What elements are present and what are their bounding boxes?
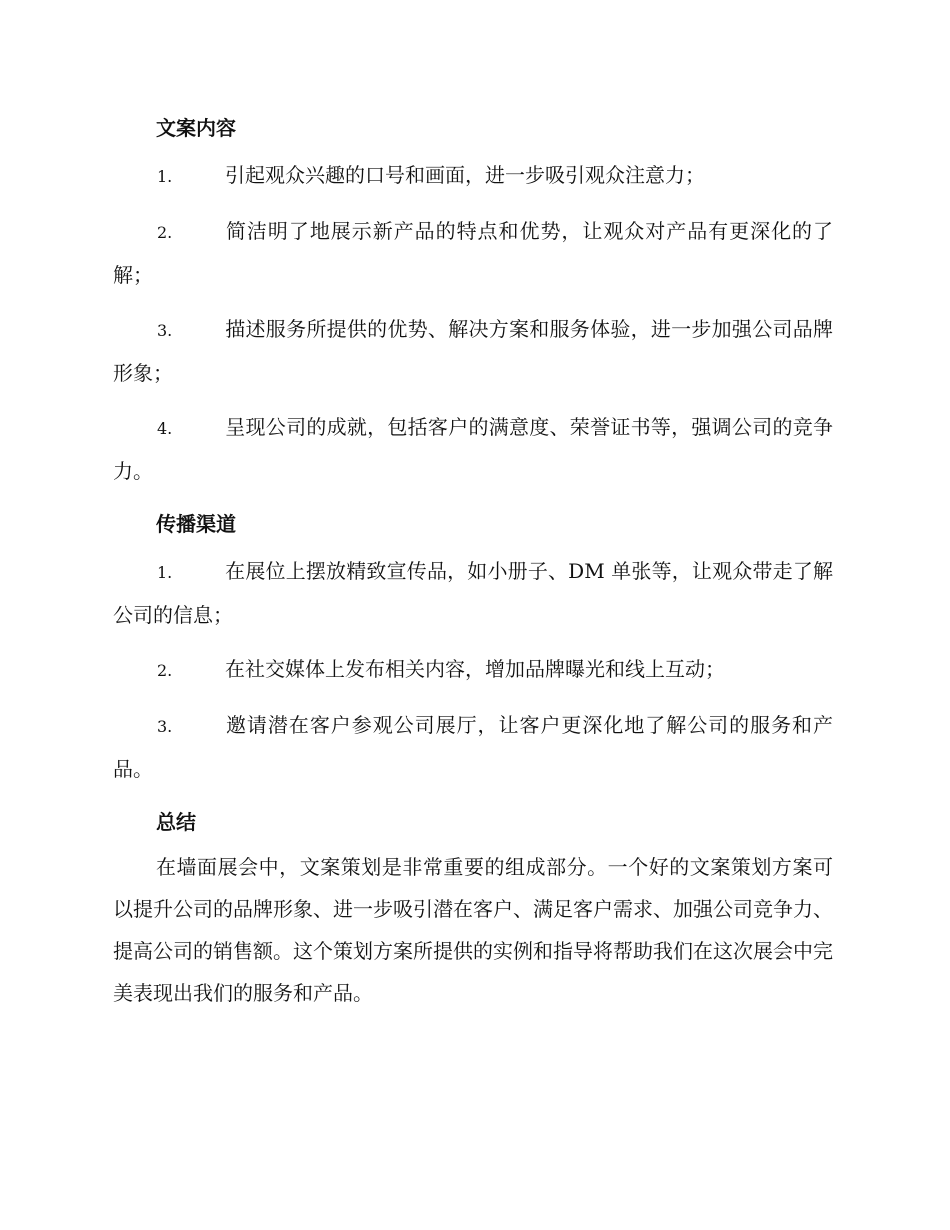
item-text: 在社交媒体上发布相关内容，增加品牌曝光和线上互动； (225, 657, 725, 681)
section-heading-channels: 传播渠道 (156, 512, 236, 536)
content-list (113, 154, 833, 492)
section-heading-content: 文案内容 (156, 116, 236, 140)
list-item (113, 308, 833, 394)
list-item (113, 154, 833, 198)
document-page (113, 108, 833, 1014)
item-number: 2. (157, 661, 173, 680)
item-text: 在展位上摆放精致宣传品，如小册子、DM 单张等，让观众带走了解公司的信息； (113, 559, 833, 627)
item-number: 1. (157, 563, 173, 582)
item-number: 1. (157, 167, 173, 186)
item-number: 2. (157, 223, 173, 242)
channels-list (113, 550, 833, 790)
list-item (113, 704, 833, 790)
item-text: 引起观众兴趣的口号和画面，进一步吸引观众注意力； (225, 163, 705, 187)
item-text: 描述服务所提供的优势、解决方案和服务体验，进一步加强公司品牌形象； (113, 317, 833, 385)
item-text: 邀请潜在客户参观公司展厅，让客户更深化地了解公司的服务和产品。 (113, 713, 833, 781)
item-number: 3. (157, 321, 173, 340)
list-item (113, 550, 833, 636)
item-number: 4. (157, 419, 173, 438)
list-item (113, 210, 833, 296)
item-text: 简洁明了地展示新产品的特点和优势，让观众对产品有更深化的了解； (113, 219, 833, 287)
list-item (113, 648, 833, 692)
item-text: 呈现公司的成就，包括客户的满意度、荣誉证书等，强调公司的竞争力。 (113, 415, 833, 483)
section-heading-summary: 总结 (156, 810, 196, 834)
item-number: 3. (157, 717, 173, 736)
summary-paragraph: 在墙面展会中，文案策划是非常重要的组成部分。一个好的文案策划方案可以提升公司的品牌形象、进一步吸引潜在客户、满足客户需求、加强公司竞争力、提高公司的销售额。这个策划方案所提供的实例和指导将帮助我们在这次展会中完美表现出我们的服务和产品。 (113, 855, 833, 1005)
list-item (113, 406, 833, 492)
